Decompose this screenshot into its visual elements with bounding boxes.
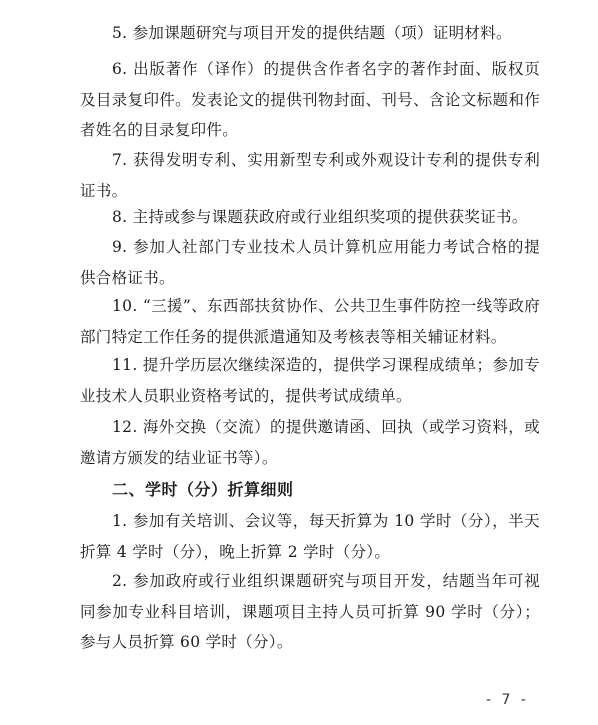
item-10: 10. “三援”、东西部扶贫协作、公共卫生事件防控一线等政府部门特定工作任务的提供派遣通知及考核表等相关辅证材料。 <box>80 297 540 346</box>
section-item-1: 1. 参加有关培训、会议等，每天折算为 10 学时（分），半天折算 4 学时（分），晚上折算 2 学时（分）。 <box>80 512 540 561</box>
section-heading: 二、学时（分）折算细则 <box>112 480 294 499</box>
item-8: 8. 主持或参与课题获政府或行业组织奖项的提供获奖证书。 <box>112 208 528 226</box>
section-item-2: 2. 参加政府或行业组织课题研究与项目开发，结题当年可视同参加专业科目培训，课题项目主持人员可折算 90 学时（分）；参与人员折算 60 学时（分）。 <box>80 572 540 651</box>
item-7: 7. 获得发明专利、实用新型专利或外观设计专利的提供专利证书。 <box>80 151 540 200</box>
item-6: 6. 出版著作（译作）的提供含作者名字的著作封面、版权页及目录复印件。发表论文的提供刊物封面、刊号、含论文标题和作者姓名的目录复印件。 <box>80 60 540 139</box>
item-11: 11. 提升学历层次继续深造的，提供学习课程成绩单；参加专业技术人员职业资格考试的，提供考试成绩单。 <box>80 356 540 405</box>
item-9: 9. 参加人社部门专业技术人员计算机应用能力考试合格的提供合格证书。 <box>80 238 540 287</box>
item-12: 12. 海外交换（交流）的提供邀请函、回执（或学习资料，或邀请方颁发的结业证书等）。 <box>80 418 540 467</box>
page-number: - 7 - <box>486 692 529 708</box>
item-5: 5. 参加课题研究与项目开发的提供结题（项）证明材料。 <box>112 24 512 42</box>
